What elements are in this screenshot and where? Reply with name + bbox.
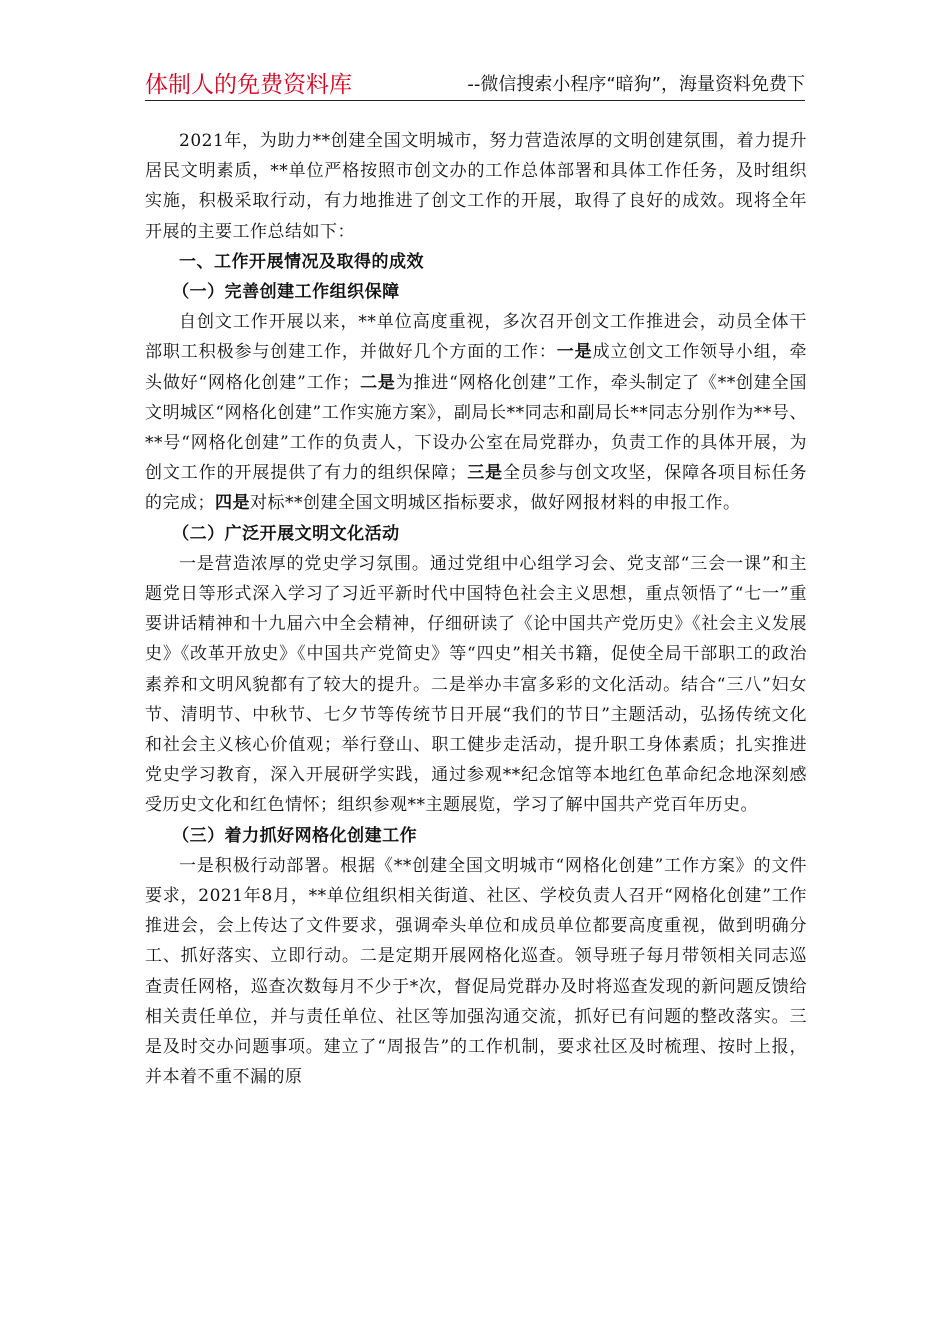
header-note: --微信搜索小程序“暗狗”，海量资料免费下 [467, 74, 805, 95]
subsection-3-paragraph: 一是积极行动部署。根据《**创建全国文明城市“网格化创建”工作方案》的文件要求，2021年8月，**单位组织相关街道、社区、学校负责人召开“网格化创建”工作推进会，会上传达了文件要求，强调牵头单位和成员单位都要高度重视，做到明确分工、抓好落实、立即行动。二是定期开展网格化巡查。领导班子每月带领相关同志巡查责任网格，巡查次数每月不少于*次，督促局党群办及时将巡查发现的新问题反馈给相关责任单位，并与责任单位、社区等加强沟通交流，抓好已有问题的整改落实。三是及时交办问题事项。建立了“周报告”的工作机制，要求社区及时梳理、按时上报，并本着不重不漏的原 [145, 855, 807, 1088]
text-run: 为推进“网格化创建”工作，牵头制定了《**创建全国文明城区“网格化创建”工作实施方案》，副局长**同志和副局长**同志分别作为**号、**号“网格化创建”工作的负责人，下设办公室在局党群办，负责工作的具体开展，为创文工作的开展提供了有力的组织保障； [145, 372, 807, 484]
subsection-heading-1: （一）完善创建工作组织保障 [172, 282, 400, 303]
bold-keyword: 四是 [215, 493, 250, 514]
text-run: 自创文工作开展以来，**单位高度重视，多次召开创文工作推进会，动员全体干部职工积极参与创建工作，并做好几个方面的工作： [145, 312, 807, 363]
text-run: 全员参与创文攻坚，保障各项目标任务的完成； [145, 463, 808, 514]
subsection-2-paragraph: 一是营造浓厚的党史学习氛围。通过党组中心组学习会、党支部“三会一课”和主题党日等形式深入学习了习近平新时代中国特色社会主义思想，重点领悟了“七一”重要讲话精神和十九届六中全会精神，仔细研读了《论中国共产党历史》《社会主义发展史》《改革开放史》《中国共产党简史》等“四史”相关书籍，促使全局干部职工的政治素养和文明风貌都有了较大的提升。二是举办丰富多彩的文化活动。结合“三八”妇女节、清明节、中秋节、七夕节等传统节日开展“我们的节日”主题活动，弘扬传统文化和社会主义核心价值观；举行登山、职工健步走活动，提升职工身体素质；扎实推进党史学习教育，深入开展研学实践，通过参观**纪念馆等本地红色革命纪念地深刻感受历史文化和红色情怀；组织参观**主题展览，学习了解中国共产党百年历史。 [145, 553, 807, 816]
subsection-heading-2: （二）广泛开展文明文化活动 [172, 523, 400, 544]
document-body [145, 126, 807, 1093]
bold-keyword: 三是 [466, 463, 504, 484]
page-header [145, 66, 805, 101]
header-brand: 体制人的免费资料库 [145, 72, 352, 98]
bold-keyword: 一是 [556, 342, 593, 363]
section-heading-1: 一、工作开展情况及取得的成效 [179, 251, 424, 272]
bold-keyword: 二是 [359, 372, 396, 393]
text-run: 对标**创建全国文明城区指标要求，做好网报材料的申报工作。 [250, 493, 741, 514]
subsection-1-paragraph [145, 307, 807, 518]
text-run: 成立创文工作领导小组，牵头做好“网格化创建”工作； [145, 342, 808, 393]
subsection-heading-3: （三）着力抓好网格化创建工作 [172, 825, 418, 846]
intro-paragraph: 2021年，为助力**创建全国文明城市，努力营造浓厚的文明创建氛围，着力提升居民文明素质，**单位严格按照市创文办的工作总体部署和具体工作任务，及时组织实施，积极采取行动，有力地推进了创文工作的开展，取得了良好的成效。现将全年开展的主要工作总结如下： [145, 131, 807, 242]
